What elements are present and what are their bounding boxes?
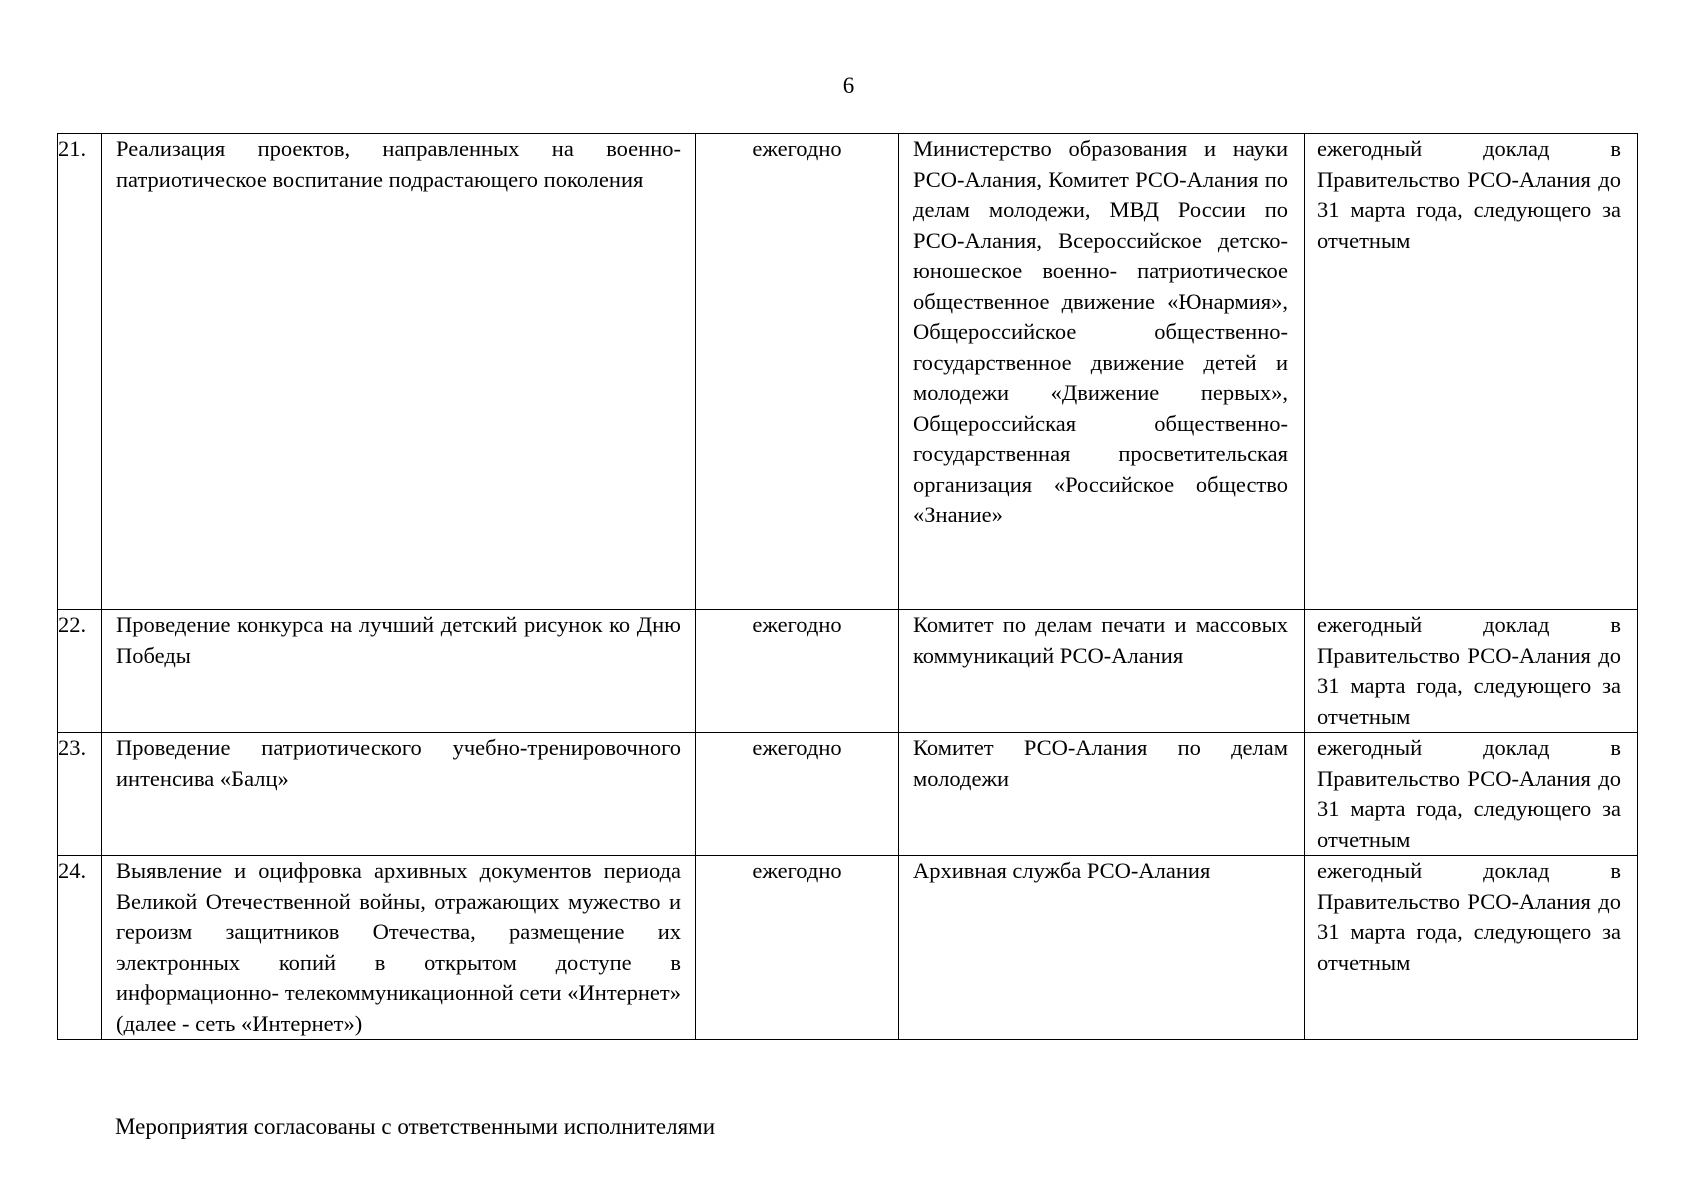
row-number: 24. — [58, 858, 87, 883]
row-number: 21. — [58, 136, 87, 161]
report-cell — [1305, 733, 1638, 856]
executors-text: Министерство образования и науки РСО-Алания, Комитет РСО-Алания по делам молодежи, МВД России по РСО-Алания, Всероссийское детско- юношеское военно- патриотическое общественное движение «Юнармия», Общероссийское общественно- государственное движение детей и молодежи «Движение первых», Общероссийская общественно-государственная просветительская организация «Российское общество «Знание» — [913, 136, 1288, 527]
report-cell — [1305, 134, 1638, 610]
table-row — [58, 134, 1638, 610]
row-number-cell — [58, 733, 102, 856]
report-text: ежегодный доклад в Правительство РСО-Алания до 31 марта года, следующего за отчетным — [1317, 136, 1621, 253]
activity-cell — [102, 856, 696, 1040]
row-number-cell — [58, 610, 102, 733]
report-text: ежегодный доклад в Правительство РСО-Алания до 31 марта года, следующего за отчетным — [1317, 735, 1621, 852]
term-cell — [696, 610, 899, 733]
footer-note: Мероприятия согласованы с ответственными исполнителями — [115, 1114, 716, 1139]
report-text: ежегодный доклад в Правительство РСО-Алания до 31 марта года, следующего за отчетным — [1317, 612, 1621, 729]
executors-cell — [899, 733, 1305, 856]
activity-cell — [102, 733, 696, 856]
activity-cell — [102, 610, 696, 733]
term-cell — [696, 856, 899, 1040]
activity-text: Реализация проектов, направленных на военно-патриотическое воспитание подрастающего поколения — [116, 136, 681, 192]
page-number: 6 — [842, 73, 855, 98]
measures-table — [57, 133, 1638, 1040]
row-number-cell — [58, 856, 102, 1040]
table-row — [58, 856, 1638, 1040]
term-text: ежегодно — [752, 858, 842, 883]
executors-text: Архивная служба РСО-Алания — [913, 858, 1211, 883]
activity-text: Проведение патриотического учебно-тренировочного интенсива «Балц» — [116, 735, 681, 791]
executors-cell — [899, 134, 1305, 610]
term-text: ежегодно — [752, 136, 842, 161]
report-text: ежегодный доклад в Правительство РСО-Алания до 31 марта года, следующего за отчетным — [1317, 858, 1621, 975]
report-cell — [1305, 856, 1638, 1040]
executors-cell — [899, 610, 1305, 733]
executors-cell — [899, 856, 1305, 1040]
activity-text: Выявление и оцифровка архивных документов периода Великой Отечественной войны, отражающих мужество и героизм защитников Отечества, размещение их электронных копий в открытом доступе в информационно- телекоммуникационной сети «Интернет» (далее - сеть «Интернет») — [116, 858, 681, 1036]
activity-cell — [102, 134, 696, 610]
executors-text: Комитет по делам печати и массовых коммуникаций РСО-Алания — [913, 612, 1288, 668]
term-text: ежегодно — [752, 612, 842, 637]
term-cell — [696, 134, 899, 610]
term-cell — [696, 733, 899, 856]
executors-text: Комитет РСО-Алания по делам молодежи — [913, 735, 1288, 791]
row-number: 23. — [58, 735, 87, 760]
report-cell — [1305, 610, 1638, 733]
row-number: 22. — [58, 612, 87, 637]
table-row — [58, 610, 1638, 733]
term-text: ежегодно — [752, 735, 842, 760]
activity-text: Проведение конкурса на лучший детский рисунок ко Дню Победы — [116, 612, 681, 668]
row-number-cell — [58, 134, 102, 610]
table-row — [58, 733, 1638, 856]
